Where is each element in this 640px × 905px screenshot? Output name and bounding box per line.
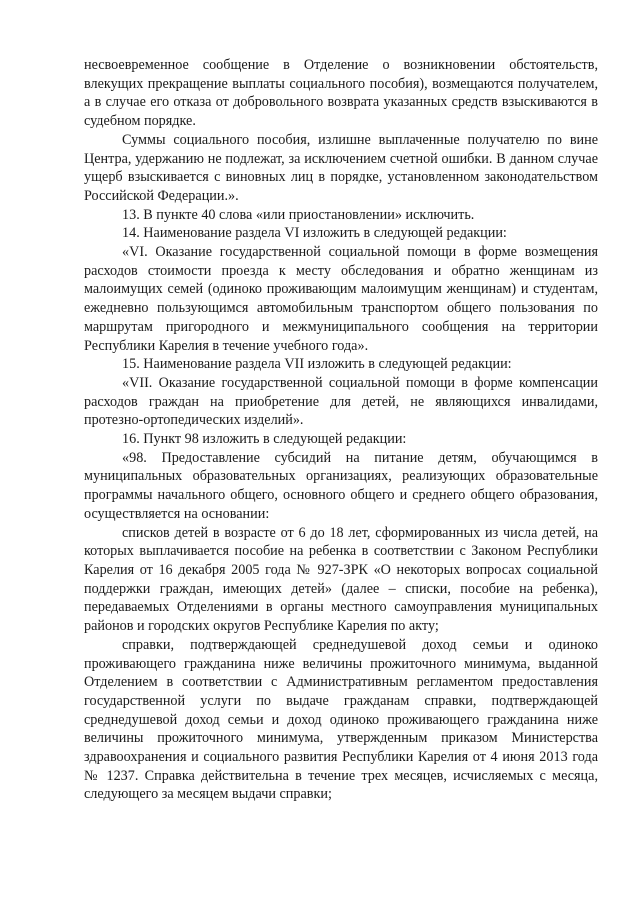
paragraph-overpaid-sums: Суммы социального пособия, излишне выплаченные получателю по вине Центра, удержанию не подлежат, за исключением счетной ошибки. В данном случае ущерб взыскивается с виновных лиц в порядке, установленном законодательством Российской Федерации.». [84,131,598,204]
item-14: 14. Наименование раздела VI изложить в следующей редакции: [122,225,507,242]
item-13: 13. В пункте 40 слова «или приостановлении» исключить. [122,206,475,223]
paragraph-certificate: справки, подтверждающей среднедушевой доход семьи и одиноко проживающего гражданина ниже величины прожиточного минимума, выданной Отделением в соответствии с Административным регламентом предоставления государственной услуги по выдаче гражданам справки, подтверждающей среднедушевой доход семьи и доход одиноко проживающего гражданина ниже величины прожиточного минимума, утвержденным приказом Министерства здравоохранения и социального развития Республики Карелия от 4 июня 2013 года № 1237. Справка действительна в течение трех месяцев, исчисляемых с месяца, следующего за месяцем выдачи справки; [84,636,598,803]
section-vi-title: «VI. Оказание государственной социальной помощи в форме возмещения расходов стоимости проезда к месту обследования и обратно женщинам из малоимущих семей (одиноко проживающим малоимущим женщинам) и студентам, ежедневно пользующимся автомобильным транспортом общего пользования по маршрутам пригородного и межмуниципального сообщения на территории Республики Карелия в течение учебного года». [84,244,598,354]
document-body [84,56,598,804]
paragraph-98: «98. Предоставление субсидий на питание детям, обучающимся в муниципальных образовательных организациях, реализующих образовательные программы начального общего, основного общего и среднего общего образования, осуществляется на основании: [84,449,598,522]
section-vii-title: «VII. Оказание государственной социальной помощи в форме компенсации расходов граждан на приобретение для детей, не являющихся инвалидами, протезно-ортопедических изделий». [84,374,598,429]
item-16: 16. Пункт 98 изложить в следующей редакции: [122,431,407,448]
item-15: 15. Наименование раздела VII изложить в следующей редакции: [122,356,512,373]
paragraph-continuation: несвоевременное сообщение в Отделение о возникновении обстоятельств, влекущих прекращение выплаты социального пособия), возмещаются получателем, а в случае его отказа от добровольного возврата указанных средств взыскиваются в судебном порядке. [84,57,598,130]
paragraph-lists: списков детей в возрасте от 6 до 18 лет, сформированных из числа детей, на которых выплачивается пособие на ребенка в соответствии с Законом Республики Карелия от 16 декабря 2005 года № 927-ЗРК «О некоторых вопросах социальной поддержки граждан, имеющих детей» (далее – списки, пособие на ребенка), передаваемых Отделениями в органы местного самоуправления муниципальных районов и городских округов Республике Карелия по акту; [84,524,598,635]
